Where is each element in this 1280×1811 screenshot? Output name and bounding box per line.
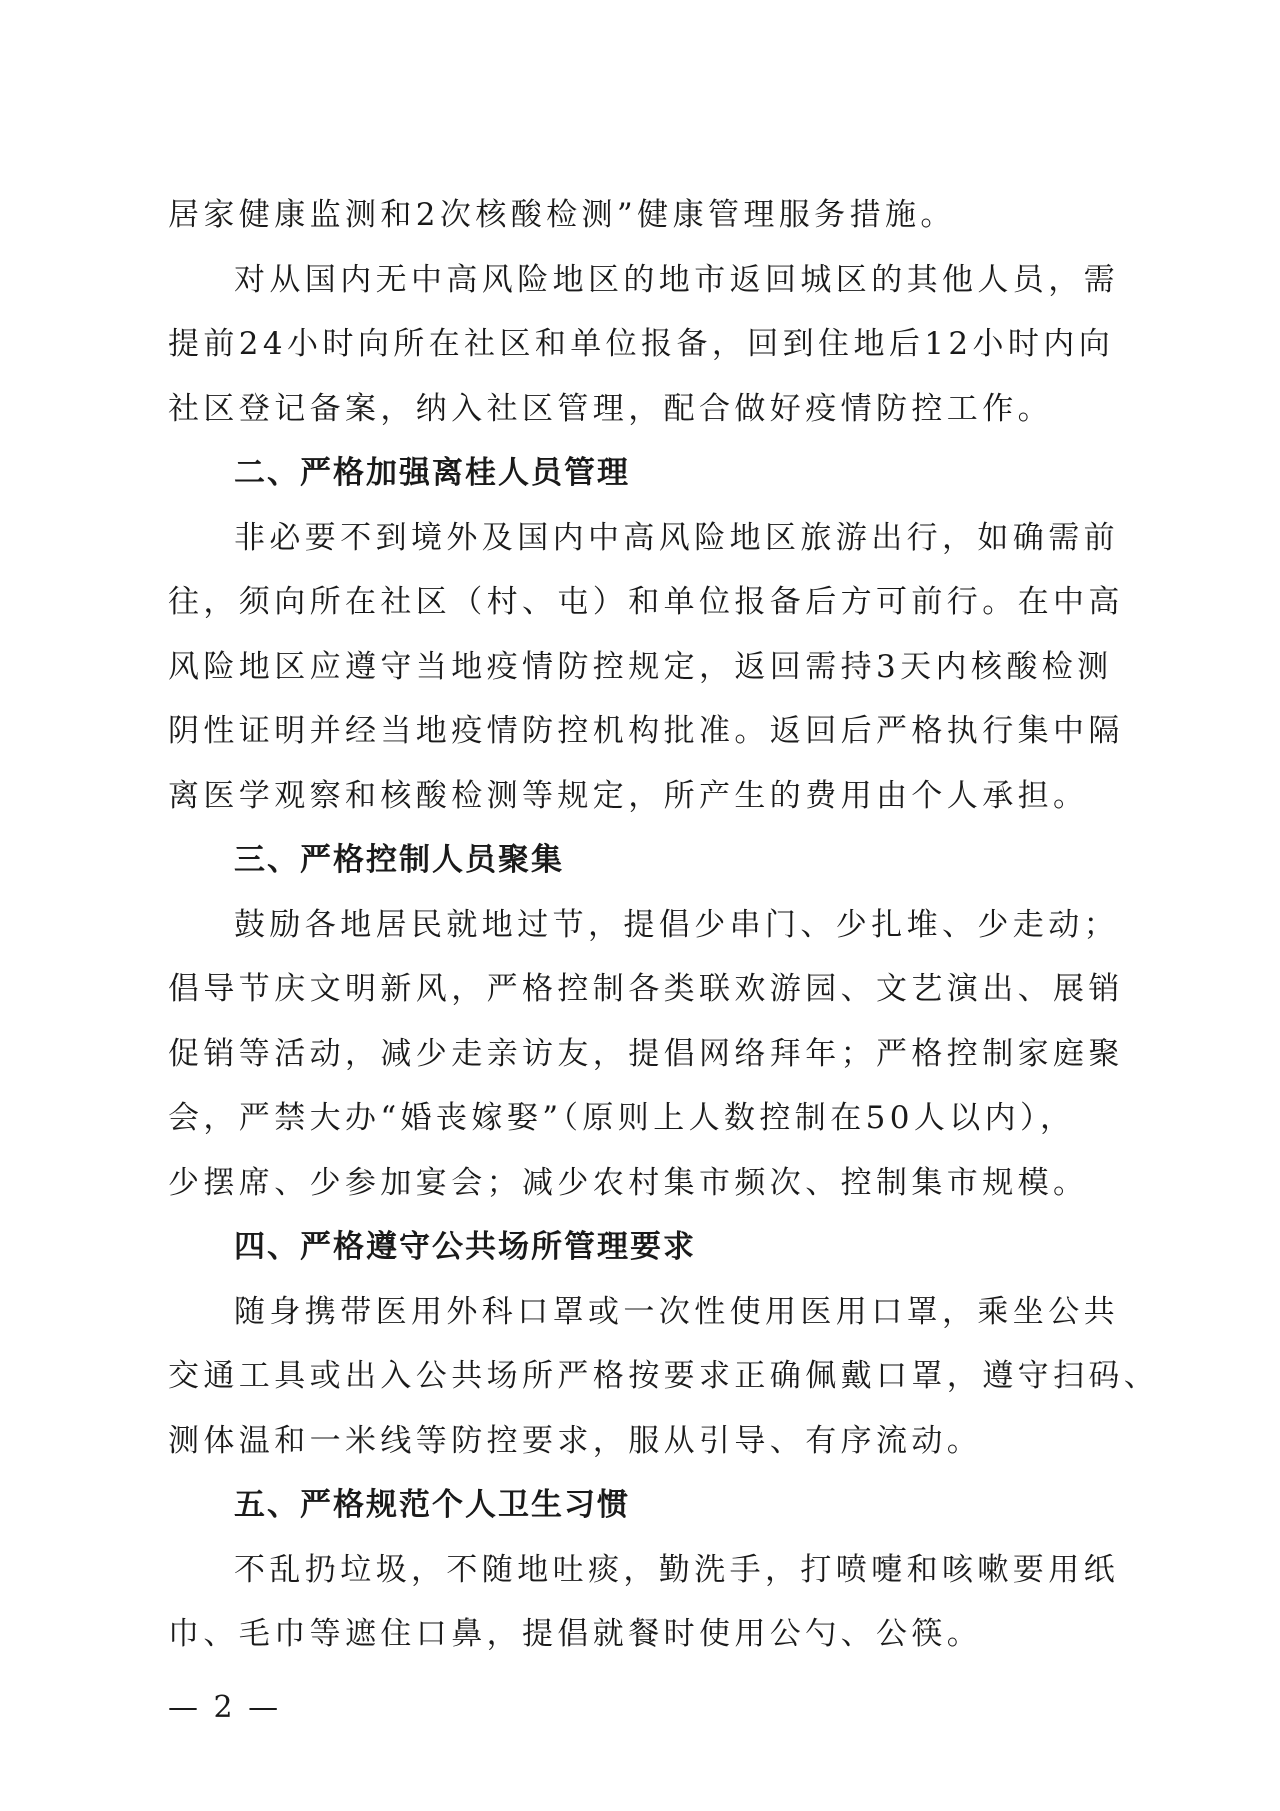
document-body — [168, 183, 1160, 1667]
section-heading: 四、严格遵守公共场所管理要求 — [234, 1229, 696, 1265]
text-line: 促销等活动，减少走亲访友，提倡网络拜年；严格控制家庭聚 — [168, 1035, 1124, 1072]
text-line: 交通工具或出入公共场所严格按要求正确佩戴口罩，遵守扫码、 — [168, 1358, 1160, 1394]
paragraph-start: 非必要不到境外及国内中高风险地区旅游出行，如确需前 — [234, 519, 1119, 556]
text-line: 风险地区应遵守当地疫情防控规定，返回需持3天内核酸检测 — [168, 648, 1113, 685]
paragraph-start: 对从国内无中高风险地区的地市返回城区的其他人员，需 — [234, 261, 1119, 298]
paragraph-start: 不乱扔垃圾，不随地吐痰，勤洗手，打喷嚏和咳嗽要用纸 — [234, 1551, 1119, 1588]
page-number: — 2 — — [168, 1690, 282, 1725]
text-line: 居家健康监测和2次核酸检测”健康管理服务措施。 — [168, 197, 956, 233]
text-line: 离医学观察和核酸检测等规定，所产生的费用由个人承担。 — [168, 777, 1089, 814]
text-line: 倡导节庆文明新风，严格控制各类联欢游园、文艺演出、展销 — [168, 971, 1124, 1007]
text-line: 阴性证明并经当地疫情防控机构批准。返回后严格执行集中隔 — [168, 713, 1124, 749]
text-line: 巾、毛巾等遮住口鼻，提倡就餐时使用公勺、公筷。 — [168, 1616, 983, 1652]
paragraph-start: 随身携带医用外科口罩或一次性使用医用口罩，乘坐公共 — [234, 1293, 1119, 1330]
text-line: 会，严禁大办“婚丧嫁娶”（原则上人数控制在50人以内）， — [168, 1100, 1076, 1136]
text-line: 社区登记备案，纳入社区管理，配合做好疫情防控工作。 — [168, 390, 1053, 427]
text-line: 往，须向所在社区（村、屯）和单位报备后方可前行。在中高 — [168, 584, 1124, 620]
text-line: 提前24小时向所在社区和单位报备，回到住地后12小时内向 — [168, 326, 1115, 362]
section-heading: 三、严格控制人员聚集 — [234, 842, 564, 878]
text-line: 测体温和一米线等防控要求，服从引导、有序流动。 — [168, 1422, 983, 1459]
text-line: 少摆席、少参加宴会；减少农村集市频次、控制集市规模。 — [168, 1164, 1089, 1201]
section-heading: 二、严格加强离桂人员管理 — [234, 455, 630, 491]
paragraph-start: 鼓励各地居民就地过节，提倡少串门、少扎堆、少走动； — [234, 906, 1119, 943]
section-heading: 五、严格规范个人卫生习惯 — [234, 1487, 630, 1523]
